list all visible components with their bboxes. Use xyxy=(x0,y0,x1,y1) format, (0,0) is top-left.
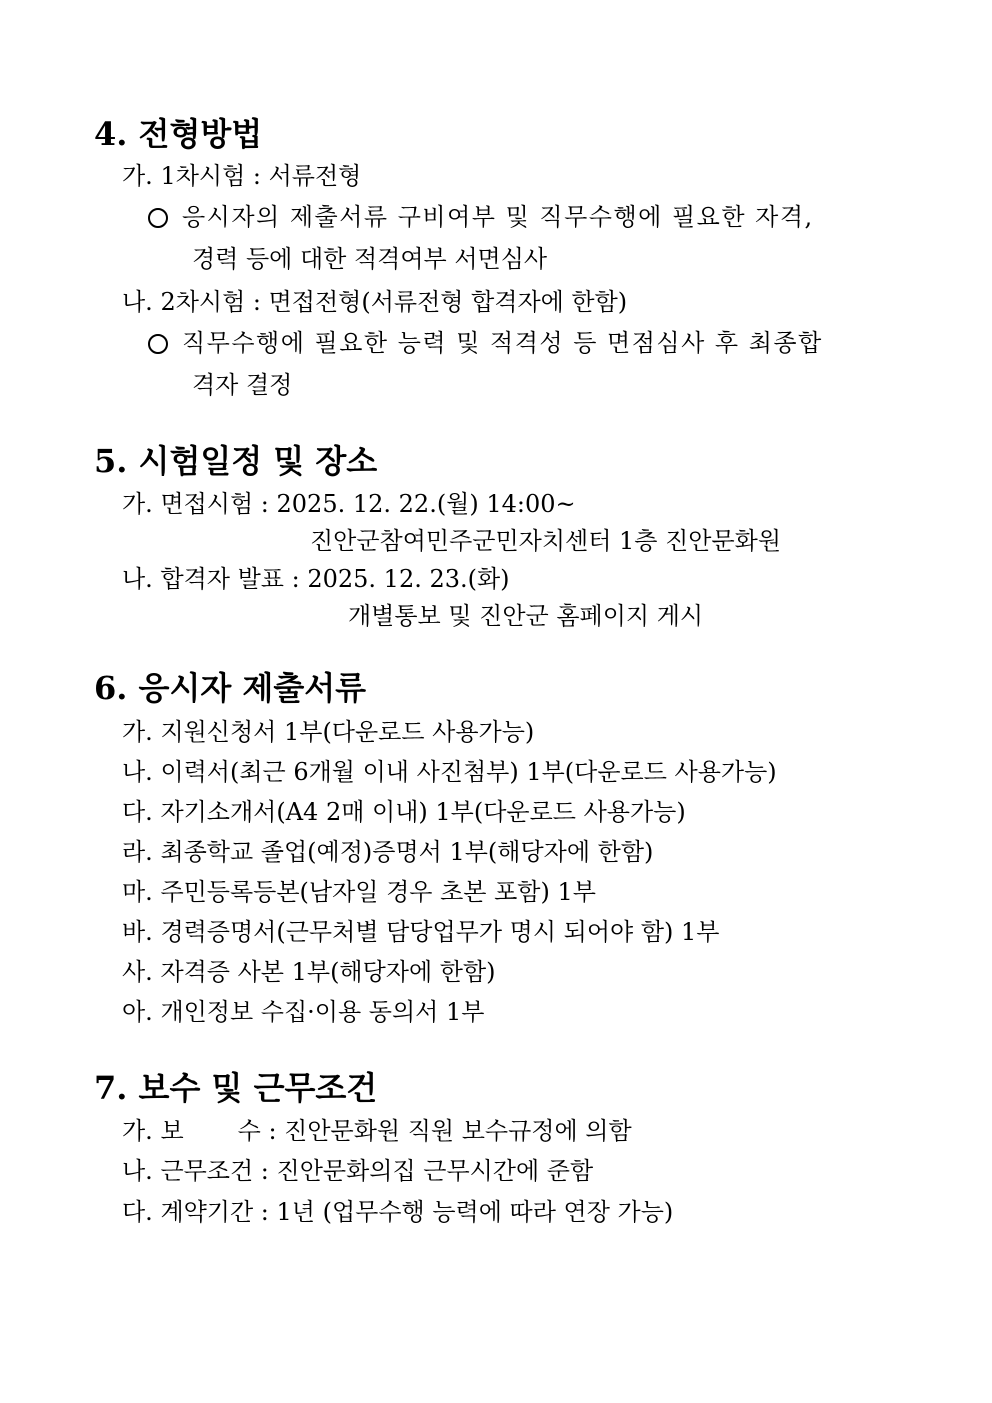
bullet-text: 직무수행에 필요한 능력 및 적격성 등 면점심사 후 최종합 xyxy=(182,329,823,357)
section-5-item-ga-cont: 진안군참여민주군민자치센터 1층 진안문화원 xyxy=(310,527,782,555)
section-4-item-ga: 가. 1차시험 : 서류전형 xyxy=(122,162,362,190)
section-6-item-da: 다. 자기소개서(A4 2매 이내) 1부(다운로드 사용가능) xyxy=(122,798,686,826)
section-5-item-ga: 가. 면접시험 : 2025. 12. 22.(월) 14:00~ xyxy=(122,490,576,518)
circle-bullet-icon xyxy=(148,208,168,228)
section-6-item-ma: 마. 주민등록등본(남자일 경우 초본 포함) 1부 xyxy=(122,878,596,906)
section-4-bullet-1-cont: 경력 등에 대한 적격여부 서면심사 xyxy=(192,245,548,273)
label-part-a: 가. 보 xyxy=(122,1117,184,1145)
section-7-item-da: 다. 계약기간 : 1년 (업무수행 능력에 따라 연장 가능) xyxy=(122,1198,674,1226)
section-7-heading: 7. 보수 및 근무조건 xyxy=(94,1069,378,1107)
section-7-item-na: 나. 근무조건 : 진안문화의집 근무시간에 준함 xyxy=(122,1157,594,1185)
section-6-heading: 6. 응시자 제출서류 xyxy=(94,669,367,707)
section-7-item-ga xyxy=(122,1115,632,1147)
section-6-item-sa: 사. 자격증 사본 1부(해당자에 한함) xyxy=(122,958,496,986)
section-4-item-na: 나. 2차시험 : 면접전형(서류전형 합격자에 한함) xyxy=(122,288,628,316)
section-6-item-ba: 바. 경력증명서(근무처별 담당업무가 명시 되어야 함) 1부 xyxy=(122,918,720,946)
section-5-item-na: 나. 합격자 발표 : 2025. 12. 23.(화) xyxy=(122,565,510,593)
section-6-item-ga: 가. 지원신청서 1부(다운로드 사용가능) xyxy=(122,718,535,746)
section-4-heading: 4. 전형방법 xyxy=(94,115,263,153)
section-4-bullet-1 xyxy=(148,201,992,233)
section-6-item-ra: 라. 최종학교 졸업(예정)증명서 1부(해당자에 한함) xyxy=(122,838,654,866)
label-part-b: 수 : 진안문화원 직원 보수규정에 의함 xyxy=(237,1117,632,1145)
section-6-item-a: 아. 개인정보 수집·이용 동의서 1부 xyxy=(122,998,485,1026)
section-6-item-na: 나. 이력서(최근 6개월 이내 사진첨부) 1부(다운로드 사용가능) xyxy=(122,758,777,786)
section-4-bullet-2 xyxy=(148,327,992,359)
bullet-text: 응시자의 제출서류 구비여부 및 직무수행에 필요한 자격, xyxy=(182,203,814,231)
section-4-bullet-2-cont: 격자 결정 xyxy=(192,371,293,399)
section-5-heading: 5. 시험일정 및 장소 xyxy=(94,442,378,480)
section-5-item-na-cont: 개별통보 및 진안군 홈페이지 게시 xyxy=(348,602,704,630)
circle-bullet-icon xyxy=(148,334,168,354)
